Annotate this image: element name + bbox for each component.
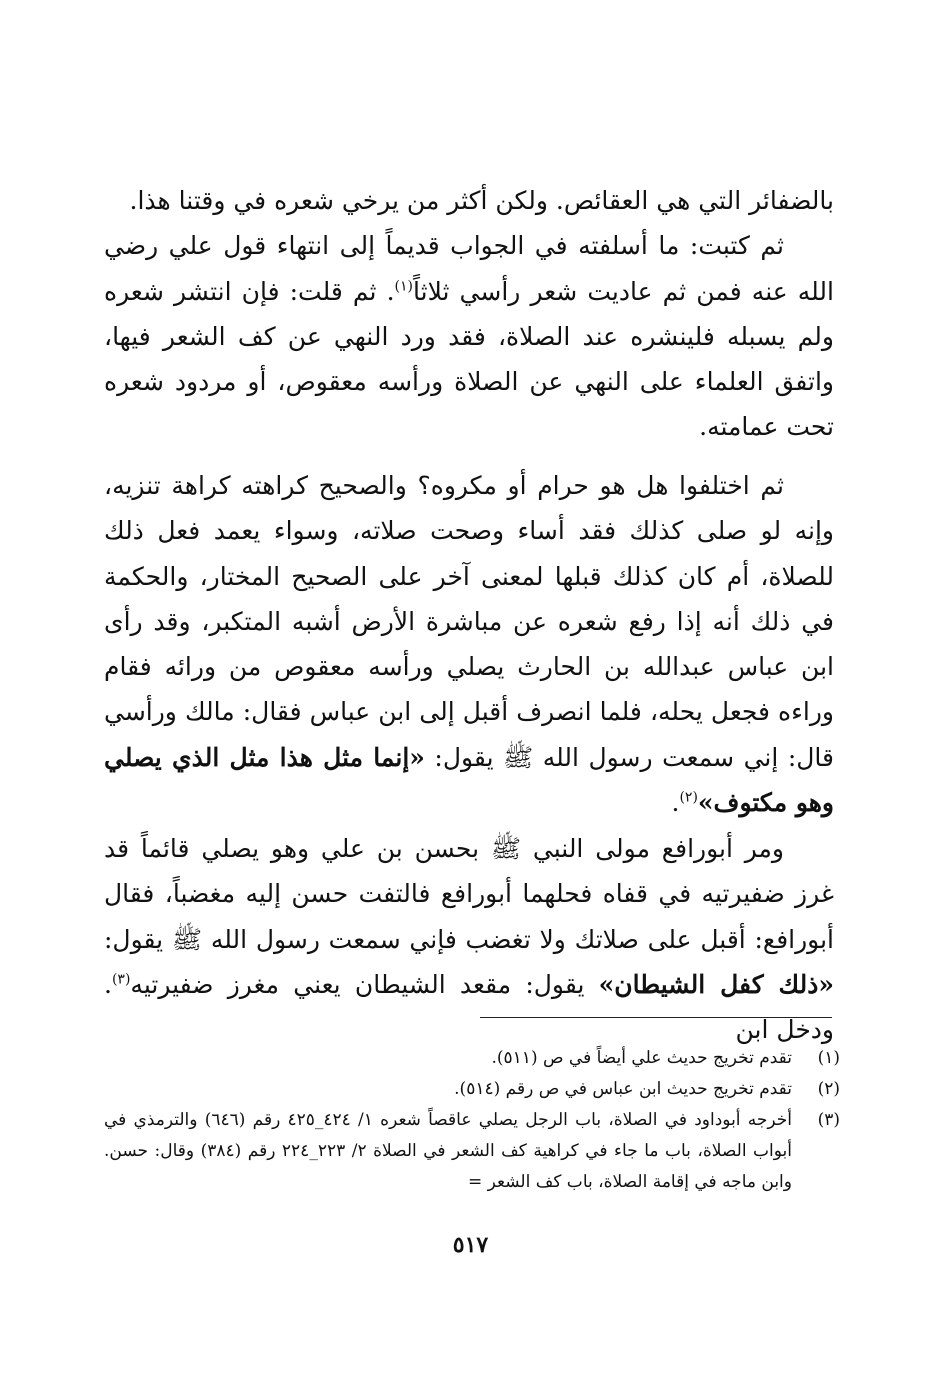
paragraph-1 [104, 178, 834, 223]
paragraph-3 [104, 463, 834, 825]
paragraph-4-text-b: يقول: مقعد الشيطان يعني مغرز ضفيرتيه [130, 969, 585, 999]
main-text [104, 178, 834, 450]
paragraph-4-text-a: ومر أبورافع مولى النبي ﷺ بحسن بن علي وهو يصلي قائماً قد غرز ضفيرتيه في قفاه فحلهما أبورافع فالتفت حسن إليه مغضباً، فقال أبورافع: أقبل على صلاتك ولا تغضب فإني سمعت رسول الله ﷺ يقول: [104, 834, 834, 954]
paragraph-2 [104, 223, 834, 449]
paragraph-4-text-c: . ودخل ابن [104, 969, 834, 1045]
paragraph-3-text: ثم اختلفوا هل هو حرام أو مكروه؟ والصحيح كراهته كراهة تنزيه، وإنه لو صلى كذلك فقد أساء وصحت صلاته، وسواء يعمد فعل ذلك للصلاة، أم كان كذلك قبلها لمعنى آخر على الصحيح المختار، والحكمة في ذلك أنه إذا رفع شعره عن مباشرة الأرض أشبه المتكبر، وقد رأى ابن عباس عبدالله بن الحارث يصلي ورأسه معقوص من ورائه فقام وراءه فجعل يحله، فلما انصرف أقبل إلى ابن عباس فقال: مالك ورأسي قال: إني سمعت رسول الله ﷺ يقول: [104, 471, 834, 772]
footnote-text: تقدم تخريج حديث ابن عباس في ص رقم (٥١٤). [454, 1079, 792, 1099]
hadith-quote-2: «ذلك كفل الشيطان» [598, 969, 834, 999]
footnote-text: تقدم تخريج حديث علي أيضاً في ص (٥١١). [491, 1048, 792, 1068]
footnote-ref-1[interactable]: (١) [394, 278, 414, 295]
page-number: ٥١٧ [452, 1232, 489, 1258]
footnote-number: (٣) [817, 1110, 840, 1130]
footnote-ref-2[interactable]: (٢) [679, 789, 698, 806]
footnote-divider [480, 1017, 832, 1018]
paragraph-4 [104, 826, 834, 1052]
footnote-text: أخرجه أبوداود في الصلاة، باب الرجل يصلي عاقصاً شعره ١/ ٤٢٤_٤٢٥ رقم (٦٤٦) والترمذي في أبواب الصلاة، باب ما جاء في كراهية كف الشعر في الصلاة ٢/ ٢٢٣_٢٢٤ رقم (٣٨٤) وقال: حسن. وابن ماجه في إقامة الصلاة، باب كف الشعر = [104, 1110, 792, 1192]
main-text-3 [104, 826, 834, 1052]
footnote-2 [104, 1074, 840, 1105]
footnote-number: (١) [817, 1048, 840, 1068]
footnote-3 [104, 1105, 840, 1198]
hadith-quote-1: «إنما مثل هذا مثل الذي يصلي وهو مكتوف» [104, 742, 834, 818]
paragraph-3-end: . [671, 788, 680, 818]
footnote-number: (٢) [817, 1079, 840, 1099]
main-text-2 [104, 463, 834, 825]
footnotes [104, 1043, 840, 1198]
footnote-1 [104, 1043, 840, 1074]
footnote-ref-3[interactable]: (٣) [111, 971, 131, 988]
paragraph-2-text-a: ثم كتبت: ما أسلفته في الجواب قديماً إلى انتهاء قول علي رضي الله عنه فمن ثم عاديت شعر رأسي ثلاثاً [104, 231, 834, 306]
paragraph-1-text: بالضفائر التي هي العقائص. ولكن أكثر من يرخي شعره في وقتنا هذا. [129, 186, 834, 215]
paragraph-2-text-b: . ثم قلت: فإن انتشر شعره ولم يسبله فلينشره عند الصلاة، فقد ورد النهي عن كف الشعر فيها، واتفق العلماء على النهي عن الصلاة ورأسه معقوص، أو مردود شعره تحت عمامته. [104, 276, 834, 442]
